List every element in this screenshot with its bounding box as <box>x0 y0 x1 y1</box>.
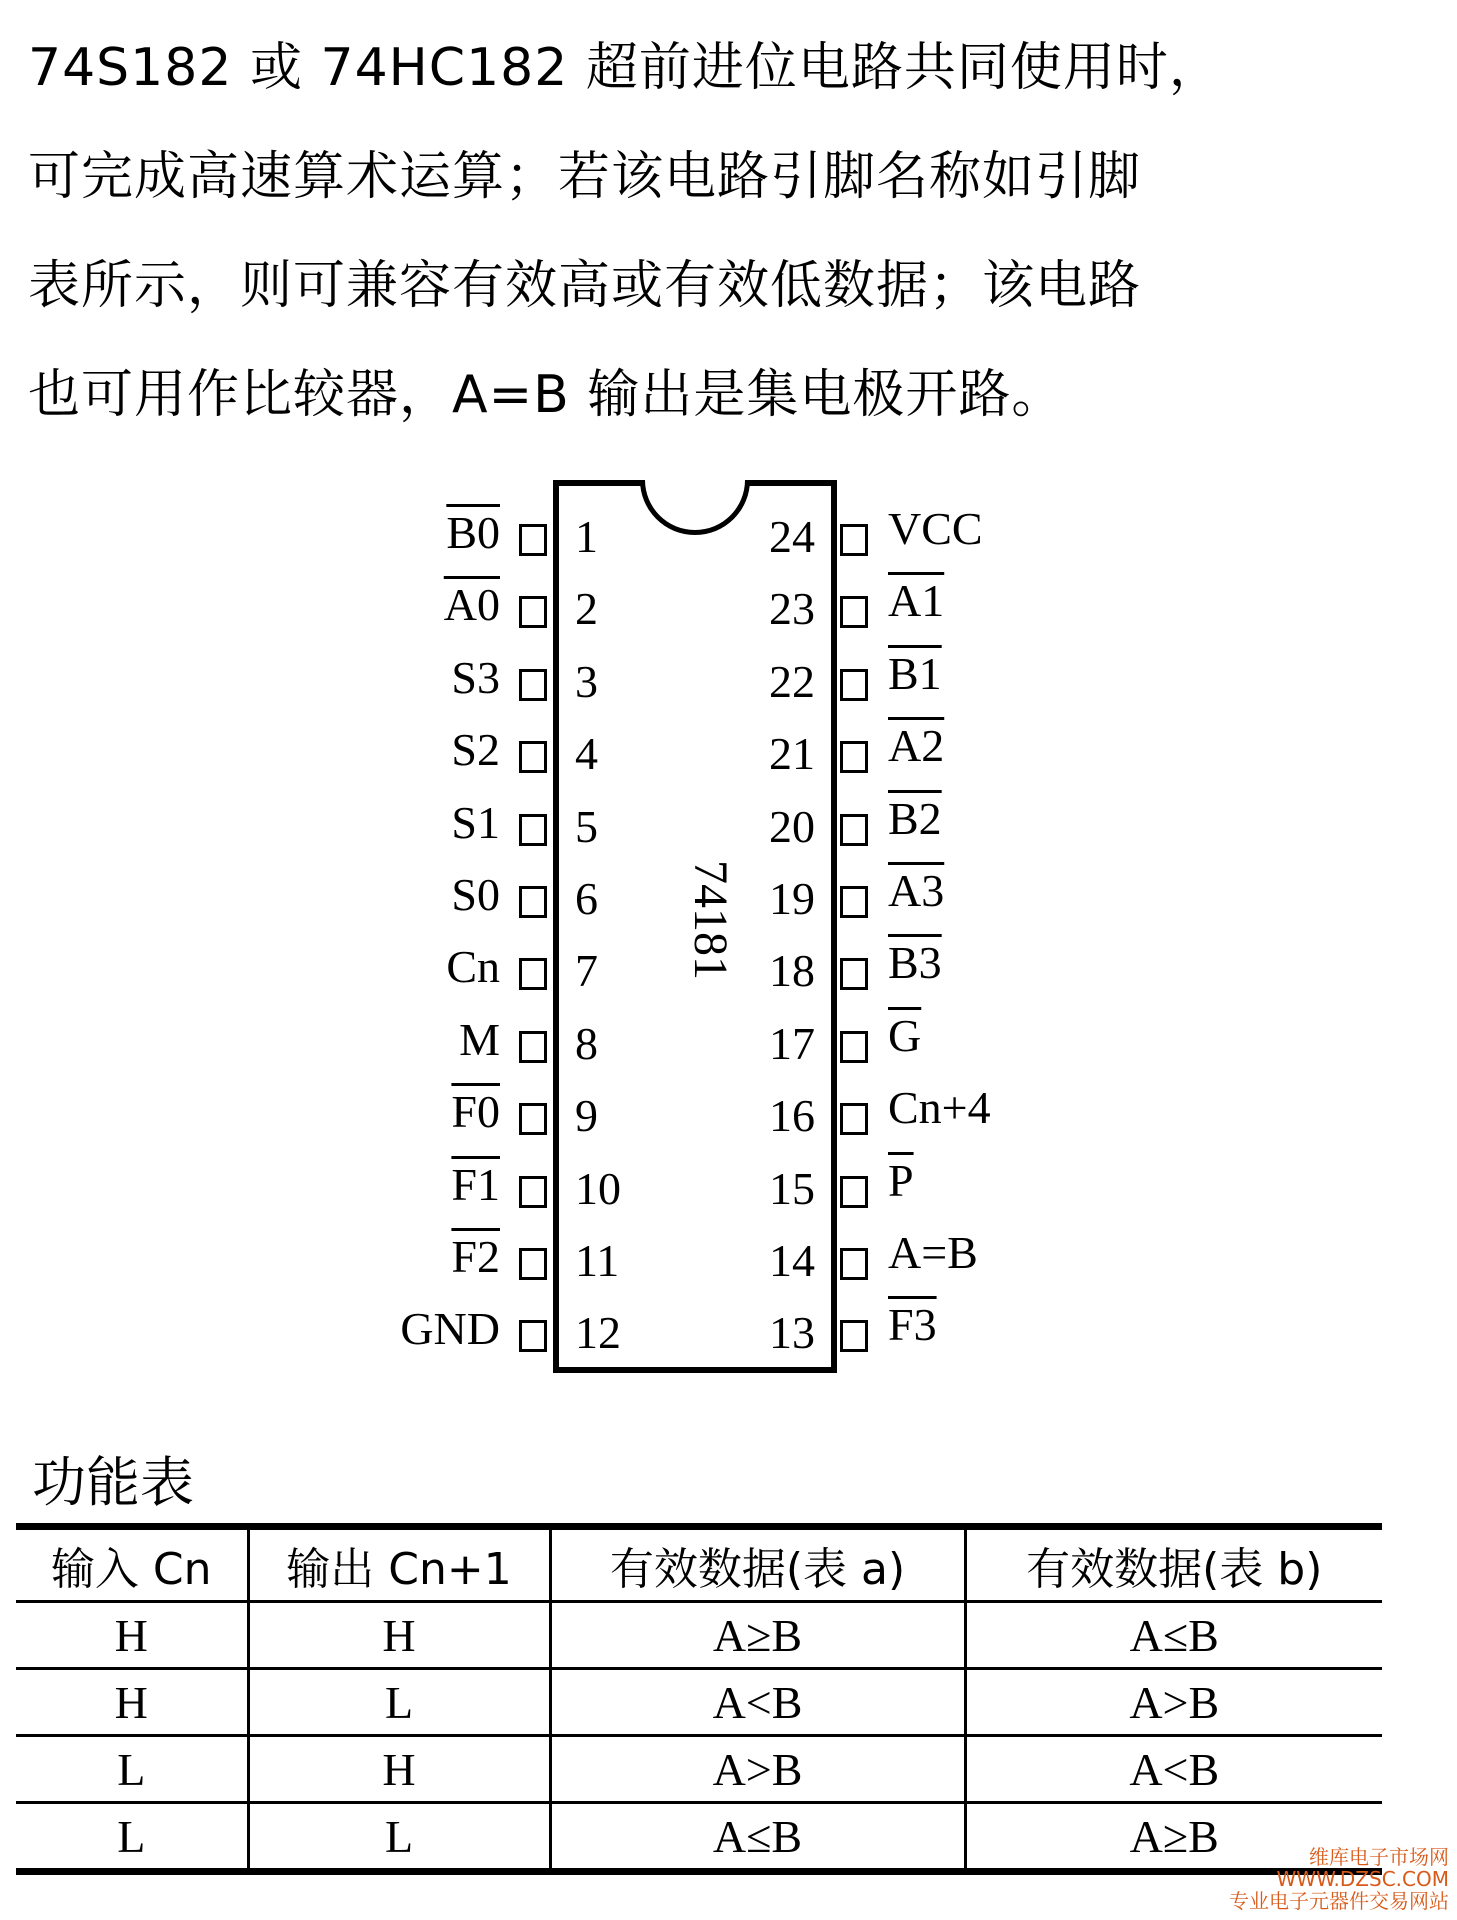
pin-terminal <box>519 1320 547 1352</box>
pin-label: A=B <box>888 1227 978 1278</box>
table-cell: A≤B <box>550 1803 965 1872</box>
pin-number: 9 <box>575 1090 598 1142</box>
table-cell: A≤B <box>965 1602 1382 1669</box>
table-row <box>16 1803 1382 1872</box>
pin-number: 8 <box>575 1017 598 1069</box>
pin-label: F2 <box>451 1231 500 1282</box>
pin-number: 18 <box>769 945 815 997</box>
pin-terminal <box>840 814 868 846</box>
table-cell: H <box>248 1602 550 1669</box>
pin-number: 11 <box>575 1235 620 1286</box>
pin-number: 1 <box>575 511 598 562</box>
watermark-url: WWW.DZSC.COM <box>1276 1867 1449 1891</box>
table-cell: H <box>16 1669 248 1736</box>
pin-label: A0 <box>443 579 500 631</box>
pin-terminal <box>519 669 547 701</box>
header-cell: 输出 Cn+1 <box>248 1527 550 1602</box>
pin-number: 24 <box>769 511 815 562</box>
function-table <box>16 1523 1382 1875</box>
pin-terminal <box>519 814 547 846</box>
table-cell: H <box>248 1736 550 1803</box>
pin-label: F3 <box>888 1299 937 1351</box>
pin-label: S3 <box>451 651 500 703</box>
paragraph-line: 表所示，则可兼容有效高或有效低数据；该电路 <box>28 256 1142 316</box>
pin-number: 16 <box>769 1090 815 1142</box>
pin-label: B2 <box>888 792 942 844</box>
pin-label: B1 <box>888 647 942 699</box>
pin-number: 20 <box>769 800 815 852</box>
table-row <box>16 1669 1382 1736</box>
pin-terminal <box>519 524 547 556</box>
pin-number: 7 <box>575 945 598 997</box>
pin-label: M <box>459 1013 500 1065</box>
function-table-title: 功能表 <box>32 1451 194 1514</box>
pin-number: 2 <box>575 583 598 635</box>
pin-label: VCC <box>888 503 983 554</box>
pin-terminal <box>840 886 868 918</box>
paragraph-line: 74S182 或 74HC182 超前进位电路共同使用时， <box>28 38 1222 98</box>
pin-label: $\overline{G}$ <box>888 1009 922 1061</box>
pin-terminal <box>519 1176 547 1208</box>
pin-label: F1 <box>451 1158 500 1210</box>
table-cell: A≥B <box>550 1602 965 1669</box>
pin-label: F0 <box>451 1086 500 1138</box>
pin-number: 22 <box>769 655 815 707</box>
pin-number: 19 <box>769 873 815 924</box>
table-cell: A<B <box>550 1669 965 1736</box>
pin-terminal <box>840 1176 868 1208</box>
pin-number: 17 <box>769 1017 815 1069</box>
table-cell: L <box>248 1803 550 1872</box>
pin-number: 4 <box>575 728 598 780</box>
table-cell: A<B <box>965 1736 1382 1803</box>
pin-label: Cn+4 <box>888 1082 991 1134</box>
header-cell: 输入 Cn <box>16 1527 248 1602</box>
pin-number: 3 <box>575 655 598 707</box>
pin-label: S0 <box>451 869 500 920</box>
pin-terminal <box>840 1031 868 1063</box>
header-cell: 有效数据(表 b) <box>965 1527 1382 1602</box>
pin-number: 5 <box>575 800 598 852</box>
pin-terminal <box>519 1031 547 1063</box>
pin-number: 15 <box>769 1162 815 1214</box>
pin-terminal <box>840 669 868 701</box>
pin-label: A1 <box>888 575 945 627</box>
table-row <box>16 1602 1382 1669</box>
pin-terminal <box>519 596 547 628</box>
pin-number: 23 <box>769 583 815 635</box>
pin-terminal <box>519 741 547 773</box>
pin-number: 6 <box>575 873 598 924</box>
pin-terminal <box>840 1320 868 1352</box>
pin-label: Cn <box>446 941 500 993</box>
pin-label: A2 <box>888 720 945 772</box>
table-cell: A≥B <box>965 1803 1382 1872</box>
pin-terminal <box>840 1248 868 1280</box>
table-cell: L <box>16 1803 248 1872</box>
pin-terminal <box>840 741 868 773</box>
pin-terminal <box>519 886 547 918</box>
pin-label: S2 <box>451 724 500 776</box>
pin-label: $\overline{P}$ <box>888 1154 914 1206</box>
pin-label: B0 <box>446 507 500 558</box>
pin-terminal <box>519 1103 547 1135</box>
pin-terminal <box>840 1103 868 1135</box>
pin-terminal <box>840 958 868 990</box>
pin-terminal <box>840 524 868 556</box>
header-cell: 有效数据(表 a) <box>550 1527 965 1602</box>
pin-number: 21 <box>769 728 815 780</box>
table-cell: L <box>248 1669 550 1736</box>
paragraph-line: 可完成高速算术运算；若该电路引脚名称如引脚 <box>28 147 1142 207</box>
paragraph-line: 也可用作比较器，A=B 输出是集电极开路。 <box>28 365 1065 425</box>
table-cell: L <box>16 1736 248 1803</box>
table-cell: A>B <box>550 1736 965 1803</box>
pin-number: 12 <box>575 1307 621 1359</box>
watermark-tagline: 专业电子元器件交易网站 <box>1229 1889 1449 1913</box>
watermark-brand: 维库电子市场网 <box>1309 1845 1449 1869</box>
pin-label: S1 <box>451 796 500 848</box>
pin-label: GND <box>400 1303 500 1355</box>
pin-number: 10 <box>575 1162 621 1214</box>
pin-label: A3 <box>888 865 945 916</box>
table-cell: H <box>16 1602 248 1669</box>
table-row <box>16 1736 1382 1803</box>
table-cell: A>B <box>965 1669 1382 1736</box>
table-header-row <box>16 1527 1382 1602</box>
pin-number: 13 <box>769 1307 815 1359</box>
watermark <box>1229 1846 1449 1912</box>
pin-terminal <box>840 596 868 628</box>
pin-label: B3 <box>888 937 942 989</box>
pin-terminal <box>519 1248 547 1280</box>
pin-terminal <box>519 958 547 990</box>
chip-name: 74181 <box>684 860 737 980</box>
pin-number: 14 <box>769 1235 815 1286</box>
